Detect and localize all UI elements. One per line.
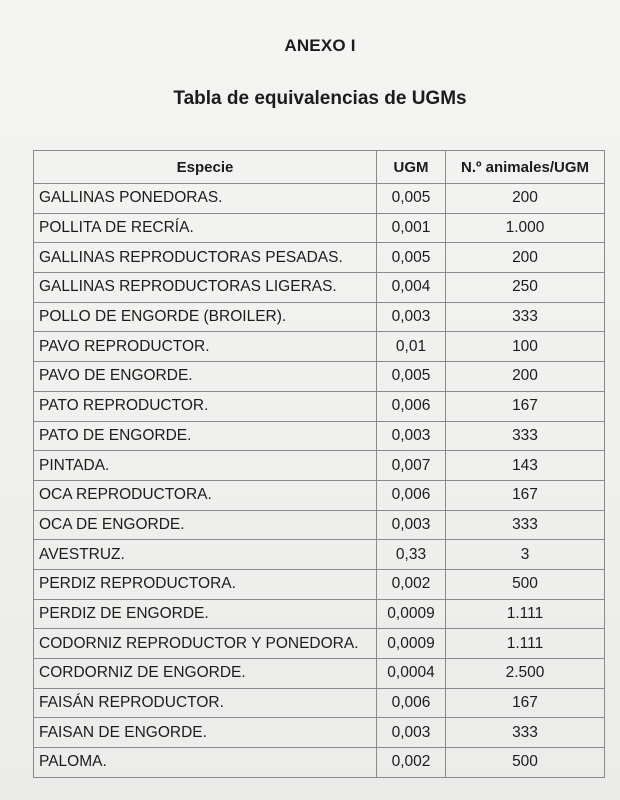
cell-ugm: 0,005 [377, 362, 446, 392]
cell-ugm: 0,005 [377, 243, 446, 273]
cell-animales-ugm: 1.111 [446, 599, 605, 629]
cell-animales-ugm: 2.500 [446, 659, 605, 689]
cell-especie: OCA DE ENGORDE. [34, 510, 377, 540]
cell-especie: CORDORNIZ DE ENGORDE. [34, 659, 377, 689]
cell-animales-ugm: 333 [446, 302, 605, 332]
cell-especie: PINTADA. [34, 451, 377, 481]
cell-ugm: 0,01 [377, 332, 446, 362]
cell-especie: GALLINAS REPRODUCTORAS LIGERAS. [34, 273, 377, 303]
cell-animales-ugm: 333 [446, 718, 605, 748]
cell-especie: PALOMA. [34, 748, 377, 778]
cell-ugm: 0,0009 [377, 629, 446, 659]
cell-animales-ugm: 500 [446, 748, 605, 778]
table-row [34, 362, 605, 392]
annex-title: ANEXO I [284, 36, 356, 55]
cell-animales-ugm: 200 [446, 362, 605, 392]
cell-especie: AVESTRUZ. [34, 540, 377, 570]
cell-especie: PATO DE ENGORDE. [34, 421, 377, 451]
table-row [34, 688, 605, 718]
cell-animales-ugm: 143 [446, 451, 605, 481]
table-row [34, 302, 605, 332]
cell-animales-ugm: 333 [446, 510, 605, 540]
table-row [34, 391, 605, 421]
cell-animales-ugm: 167 [446, 688, 605, 718]
cell-ugm: 0,001 [377, 213, 446, 243]
cell-ugm: 0,002 [377, 569, 446, 599]
cell-ugm: 0,003 [377, 421, 446, 451]
cell-especie: PERDIZ REPRODUCTORA. [34, 569, 377, 599]
table-body [34, 184, 605, 778]
table-row [34, 659, 605, 689]
cell-animales-ugm: 167 [446, 480, 605, 510]
cell-especie: FAISÁN REPRODUCTOR. [34, 688, 377, 718]
cell-ugm: 0,0009 [377, 599, 446, 629]
table-row [34, 510, 605, 540]
cell-especie: POLLO DE ENGORDE (BROILER). [34, 302, 377, 332]
cell-especie: CODORNIZ REPRODUCTOR Y PONEDORA. [34, 629, 377, 659]
cell-animales-ugm: 3 [446, 540, 605, 570]
table-row [34, 184, 605, 214]
cell-ugm: 0,003 [377, 510, 446, 540]
cell-animales-ugm: 1.000 [446, 213, 605, 243]
table-row [34, 421, 605, 451]
cell-ugm: 0,004 [377, 273, 446, 303]
cell-ugm: 0,006 [377, 391, 446, 421]
cell-especie: PAVO REPRODUCTOR. [34, 332, 377, 362]
table-row [34, 213, 605, 243]
cell-ugm: 0,007 [377, 451, 446, 481]
table-row [34, 480, 605, 510]
cell-ugm: 0,33 [377, 540, 446, 570]
header-especie: Especie [34, 151, 377, 184]
cell-ugm: 0,003 [377, 302, 446, 332]
table-row [34, 273, 605, 303]
cell-especie: PATO REPRODUCTOR. [34, 391, 377, 421]
cell-ugm: 0,006 [377, 688, 446, 718]
table-row [34, 243, 605, 273]
cell-especie: PAVO DE ENGORDE. [34, 362, 377, 392]
table-header-row [34, 151, 605, 184]
header-animales-ugm: N.º animales/UGM [446, 151, 605, 184]
cell-especie: FAISAN DE ENGORDE. [34, 718, 377, 748]
cell-ugm: 0,005 [377, 184, 446, 214]
table-row [34, 332, 605, 362]
cell-animales-ugm: 200 [446, 184, 605, 214]
cell-animales-ugm: 250 [446, 273, 605, 303]
cell-ugm: 0,003 [377, 718, 446, 748]
table-row [34, 540, 605, 570]
header-ugm: UGM [377, 151, 446, 184]
cell-animales-ugm: 333 [446, 421, 605, 451]
cell-ugm: 0,002 [377, 748, 446, 778]
table-row [34, 451, 605, 481]
table-row [34, 599, 605, 629]
cell-animales-ugm: 100 [446, 332, 605, 362]
table-row [34, 569, 605, 599]
cell-ugm: 0,0004 [377, 659, 446, 689]
table-row [34, 718, 605, 748]
cell-animales-ugm: 200 [446, 243, 605, 273]
ugm-equivalence-table [33, 150, 605, 778]
table-row [34, 748, 605, 778]
cell-especie: GALLINAS REPRODUCTORAS PESADAS. [34, 243, 377, 273]
cell-especie: OCA REPRODUCTORA. [34, 480, 377, 510]
table-row [34, 629, 605, 659]
cell-animales-ugm: 1.111 [446, 629, 605, 659]
cell-animales-ugm: 500 [446, 569, 605, 599]
cell-especie: PERDIZ DE ENGORDE. [34, 599, 377, 629]
cell-especie: POLLITA DE RECRÍA. [34, 213, 377, 243]
cell-animales-ugm: 167 [446, 391, 605, 421]
cell-especie: GALLINAS PONEDORAS. [34, 184, 377, 214]
cell-ugm: 0,006 [377, 480, 446, 510]
table-title: Tabla de equivalencias de UGMs [173, 88, 467, 109]
